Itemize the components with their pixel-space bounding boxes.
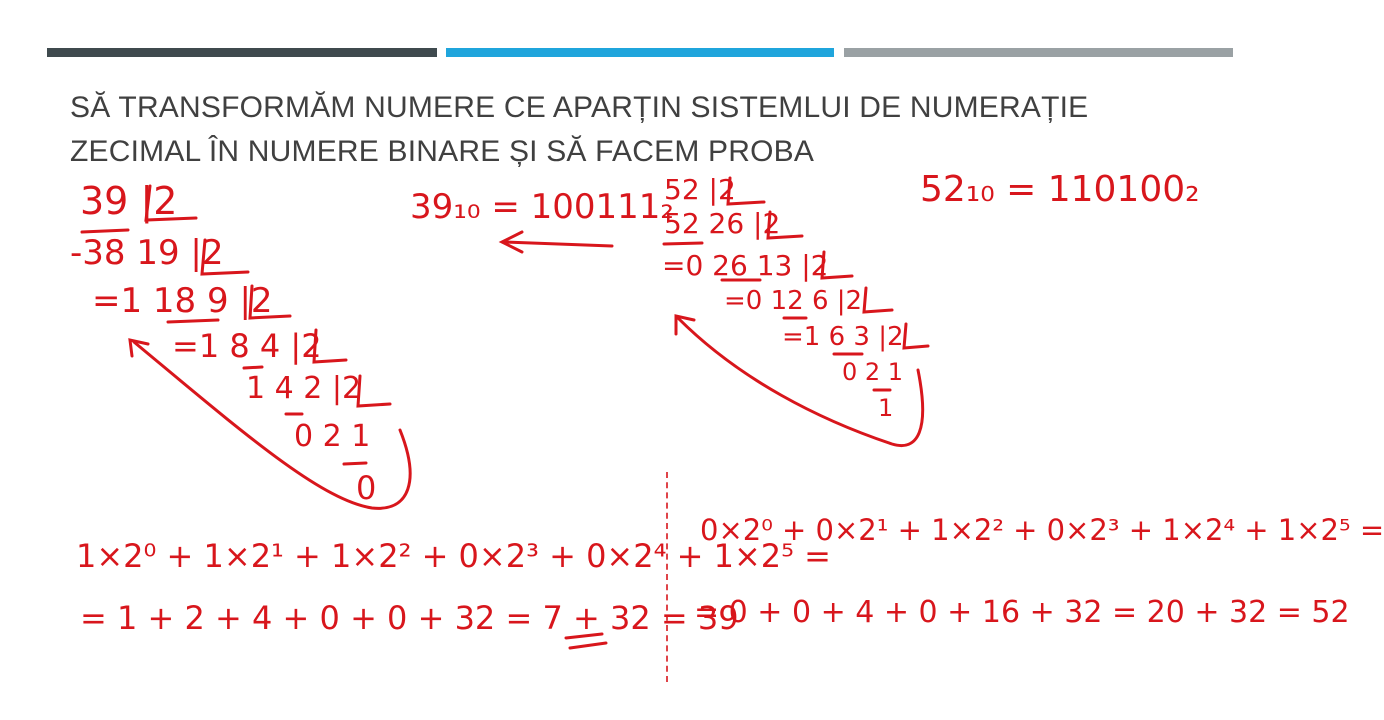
left-bracket-5 [358,376,390,406]
slide-title [70,86,1220,174]
right-div-row-7: 1 [878,394,894,422]
result-arrow [505,242,612,246]
result-arrow-head [502,232,522,252]
title-line-2: ZECIMAL ÎN NUMERE BINARE ȘI SĂ FACEM PROBA [70,135,815,168]
right-div-row-4: =0 12 6 |2 [724,286,863,316]
right-div-row-3: =0 26 13 |2 [662,249,829,282]
right-div-row-1: 52 |2 [664,173,736,206]
left-underline-1 [82,230,128,232]
left-div-row-7: 0 [356,469,377,507]
right-div-row-5: =1 6 3 |2 [782,322,904,352]
left-div-row-2: -38 19 |2 [70,233,224,273]
accent-bar-blue [446,48,834,57]
right-underline-1 [664,243,702,244]
right-bracket-5 [904,324,928,348]
answer-underline-2 [570,643,606,648]
left-div-row-1: 39 |2 [80,179,178,223]
left-div-row-6: 0 2 1 [294,419,371,454]
left-div-row-3: =1 18 9 |2 [92,281,273,321]
left-div-row-5: 1 4 2 |2 [246,371,362,406]
right-div-row-6: 0 2 1 [842,358,904,386]
title-line-1: SĂ TRANSFORMĂM NUMERE CE APARȚIN SISTEMLUI DE NUMERAȚIE [70,91,1089,124]
right-bracket-4 [864,288,892,312]
left-arrow-head [130,340,148,356]
left-underline-5 [344,463,366,464]
accent-bar-gray [844,48,1233,57]
left-underline-3 [244,367,262,368]
right-proof-line-1: 0×2⁰ + 0×2¹ + 1×2² + 0×2³ + 1×2⁴ + 1×2⁵ = [700,513,1384,547]
left-proof-line-1: 1×2⁰ + 1×2¹ + 1×2² + 0×2³ + 0×2⁴ + 1×2⁵ = [76,537,831,575]
right-div-row-2: 52 26 |2 [664,207,781,240]
column-divider [666,472,670,682]
left-div-row-4: =1 8 4 |2 [172,327,322,365]
right-arrow-head [676,316,694,334]
right-result: 52₁₀ = 110100₂ [920,169,1200,210]
accent-bar-dark [47,48,437,57]
left-result: 39₁₀ = 100111₂ [410,187,675,227]
right-proof-line-2: = 0 + 0 + 4 + 0 + 16 + 32 = 20 + 32 = 52 [694,595,1350,630]
left-proof-line-2: = 1 + 2 + 4 + 0 + 0 + 32 = 7 + 32 = 39 [80,599,739,637]
